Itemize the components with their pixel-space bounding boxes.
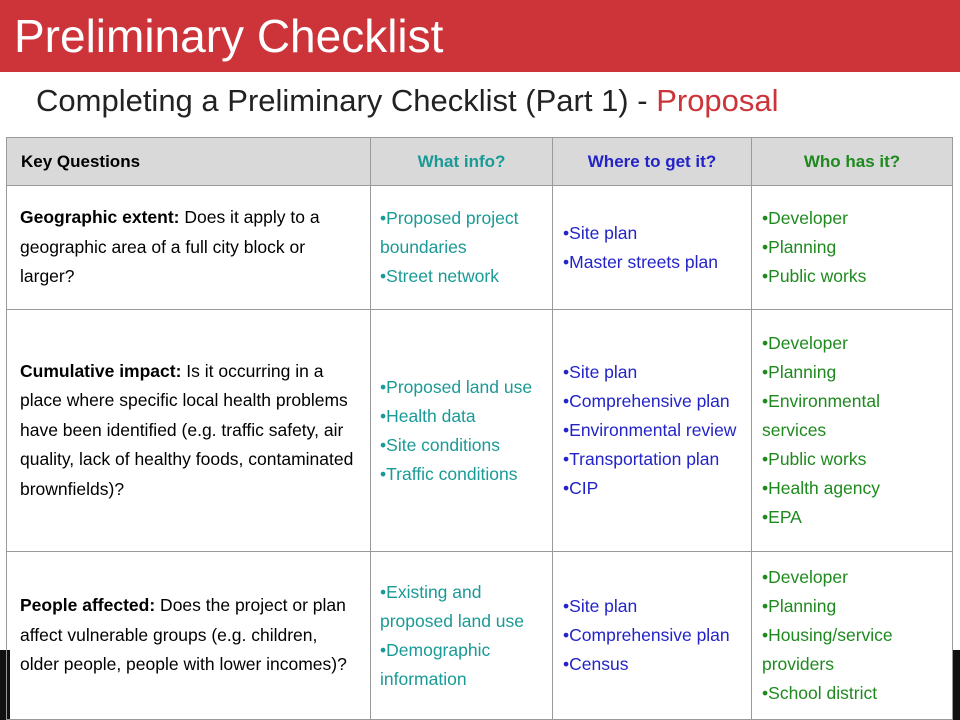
question-text: Does it apply to a geographic area of a full city block or larger? [20, 207, 320, 287]
table-row [7, 186, 953, 310]
list-item: • Transportation plan [563, 445, 745, 474]
question-cell [7, 310, 371, 552]
title-banner [0, 0, 960, 72]
list-item: • Census [563, 650, 745, 679]
who-cell [752, 186, 953, 310]
question-label: People affected: [20, 595, 156, 616]
list-item: • Planning [762, 358, 946, 387]
list-item: • Public works [762, 445, 946, 474]
list-item: • Housing/service providers [762, 621, 946, 679]
list-item: • Developer [762, 204, 946, 233]
list-item: • Comprehensive plan [563, 621, 745, 650]
list-item: • Existing and proposed land use [380, 578, 546, 636]
list-item: • Site plan [563, 358, 745, 387]
list-item: • Environmental services [762, 387, 946, 445]
list-item: • Comprehensive plan [563, 387, 745, 416]
list-item: • School district [762, 679, 946, 708]
subtitle-accent: Proposal [656, 83, 779, 118]
list-item: • Master streets plan [563, 248, 745, 277]
header-where: Where to get it? [553, 138, 752, 186]
list-item: • CIP [563, 474, 745, 503]
list-item: • Health data [380, 402, 546, 431]
question-text: Does the project or plan affect vulnerable groups (e.g. children, older people, people with lower incomes)? [20, 595, 347, 675]
where-cell [553, 186, 752, 310]
header-what-info: What info? [371, 138, 553, 186]
who-cell [752, 310, 953, 552]
list-item: • Site plan [563, 592, 745, 621]
page-title: Preliminary Checklist [14, 10, 444, 62]
list-item: • Environmental review [563, 416, 745, 445]
list-item: • Public works [762, 262, 946, 291]
where-cell [553, 552, 752, 720]
list-item: • Traffic conditions [380, 460, 546, 489]
list-item: • Planning [762, 592, 946, 621]
table-header-row [7, 138, 953, 186]
subtitle-main: Completing a Preliminary Checklist (Part 1) - [36, 83, 657, 118]
what-info-cell [371, 186, 553, 310]
who-cell [752, 552, 953, 720]
header-who: Who has it? [752, 138, 953, 186]
question-cell [7, 186, 371, 310]
list-item: • Proposed project boundaries [380, 204, 546, 262]
question-cell [7, 552, 371, 720]
list-item: • Proposed land use [380, 373, 546, 402]
list-item: • Developer [762, 563, 946, 592]
question-text: Is it occurring in a place where specific local health problems have been identified (e.g. traffic safety, air quality, lack of healthy foods, contaminated brownfields)? [20, 360, 354, 499]
what-info-cell [371, 310, 553, 552]
list-item: • EPA [762, 503, 946, 532]
checklist-table [6, 137, 953, 720]
list-item: • Developer [762, 329, 946, 358]
list-item: • Site conditions [380, 431, 546, 460]
list-item: • Demographic information [380, 636, 546, 694]
question-label: Cumulative impact: [20, 360, 182, 381]
header-key-questions: Key Questions [7, 138, 371, 186]
list-item: • Site plan [563, 219, 745, 248]
right-decor-bar [952, 650, 960, 720]
list-item: • Street network [380, 262, 546, 291]
table-row [7, 552, 953, 720]
list-item: • Health agency [762, 474, 946, 503]
question-label: Geographic extent: [20, 207, 180, 228]
what-info-cell [371, 552, 553, 720]
page-subtitle [36, 80, 779, 122]
list-item: • Planning [762, 233, 946, 262]
where-cell [553, 310, 752, 552]
table-row [7, 310, 953, 552]
